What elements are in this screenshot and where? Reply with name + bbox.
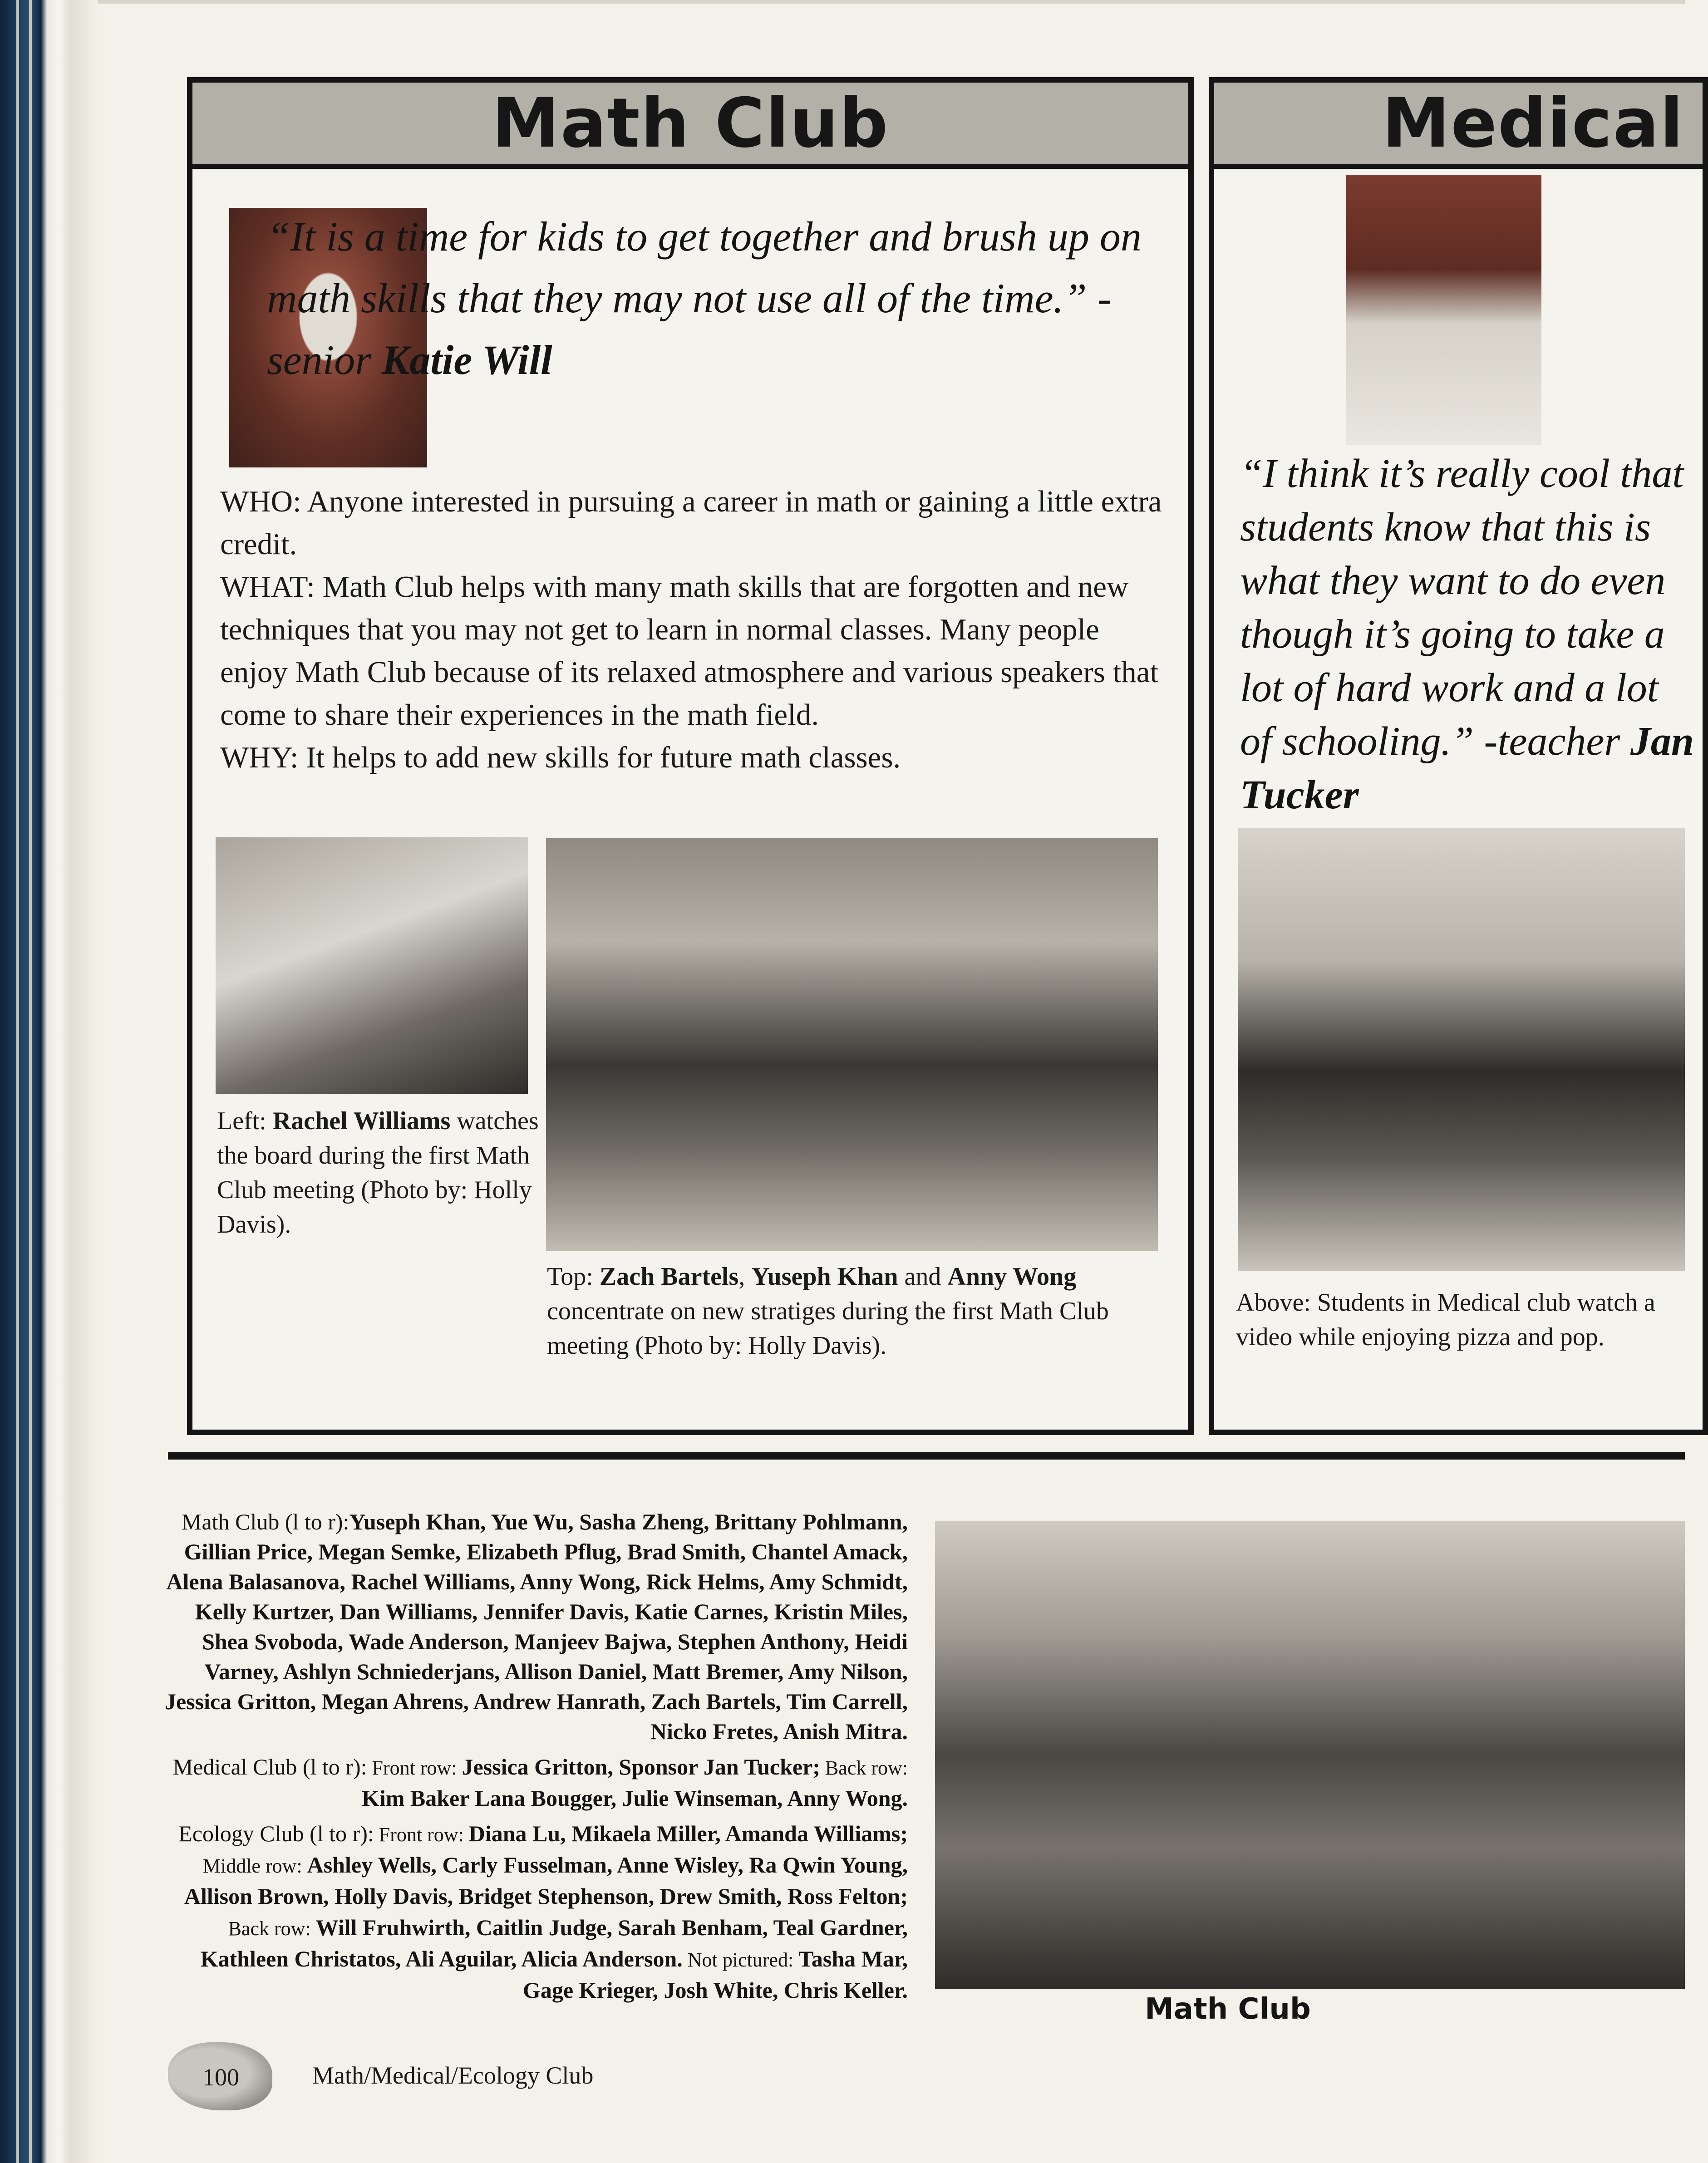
caption-top-separator: ,: [738, 1263, 752, 1291]
caption-top-text: concentrate on new stratiges during the first Math Club meeting (Photo by: Holly Davis).: [547, 1297, 1109, 1360]
club-roster: [150, 1507, 908, 2011]
rachel-williams-photo: [216, 837, 528, 1094]
roster-names: Ashley Wells, Carly Fusselman, Anne Wisley, Ra Qwin Young, Allison Brown, Holly Davis, Bridget Stephenson, Drew Smith, Ross Felton;: [184, 1852, 908, 1909]
page-number: 100: [202, 2064, 239, 2091]
section-label: Math/Medical/Ecology Club: [312, 2062, 594, 2089]
caption-left-text: watches the board during the first Math Club meeting (Photo by: Holly Davis).: [217, 1107, 539, 1239]
medical-club-video-photo: [1238, 828, 1685, 1271]
caption-top-prefix: Top:: [547, 1263, 600, 1291]
caption-top-name: Yuseph Khan: [751, 1263, 898, 1291]
page-number-badge: [168, 2042, 272, 2110]
caption-top: [547, 1259, 1182, 1363]
math-club-roster: [150, 1507, 908, 1746]
medical-club-roster: [150, 1752, 908, 1813]
medical-club-quote: [1240, 447, 1694, 822]
medical-club-quote-name: Jan Tucker: [1240, 719, 1694, 817]
page-top-edge: [98, 0, 1685, 4]
why-paragraph: WHY: It helps to add new skills for future math classes.: [220, 741, 901, 774]
roster-label: Math Club (l to r):: [182, 1509, 349, 1534]
roster-names: Kim Baker Lana Bougger, Julie Winseman, Anny Wong.: [361, 1785, 908, 1811]
medical-club-header: [1214, 83, 1703, 169]
math-club-description: [220, 480, 1173, 779]
caption-left-prefix: Left:: [217, 1107, 273, 1135]
math-club-header: [192, 83, 1188, 169]
binding-stripe: [29, 0, 32, 2163]
caption-top-name: Anny Wong: [947, 1263, 1077, 1291]
math-club-quote-text: “It is a time for kids to get together and brush up on math skills that they may not use all of the time.” -senior: [267, 213, 1142, 383]
row-label: Front row:: [374, 1824, 469, 1846]
what-paragraph: WHAT: Math Club helps with many math skills that are forgotten and new techniques that you may not get to learn in normal classes. Many people enjoy Math Club because of its relaxed atmosphere and various speakers that come to share their experiences in the math field.: [220, 570, 1159, 732]
caption-left: [217, 1104, 544, 1242]
jan-tucker-portrait: [1346, 175, 1541, 445]
caption-left-name: Rachel Williams: [272, 1107, 451, 1135]
roster-names: Tasha Mar, Gage Krieger, Josh White, Chris Keller.: [522, 1946, 908, 2003]
row-label: Back row:: [820, 1757, 908, 1779]
medical-club-title: Medical: [1382, 84, 1684, 163]
roster-names: Will Fruhwirth, Caitlin Judge, Sarah Benham, Teal Gardner, Kathleen Christatos, Ali Aguilar, Alicia Anderson.: [200, 1915, 908, 1971]
row-label: Middle row:: [202, 1855, 307, 1877]
binding-stripe: [16, 0, 19, 2163]
book-binding: [0, 0, 98, 2163]
students-concentrating-photo: [546, 838, 1158, 1251]
roster-names: Diana Lu, Mikaela Miller, Amanda Williams;: [468, 1821, 908, 1846]
math-club-quote-name: Katie Will: [382, 337, 552, 383]
who-paragraph: WHO: Anyone interested in pursuing a career in math or gaining a little extra credit.: [220, 485, 1162, 561]
math-club-quote: [267, 206, 1175, 391]
medical-club-quote-text: “I think it’s really cool that students know that this is what they want to do even though it’s going to take a lot of hard work and a lot of schooling.” -teacher: [1240, 451, 1684, 764]
caption-top-separator: and: [898, 1263, 948, 1291]
roster-label: Ecology Club (l to r):: [178, 1821, 374, 1846]
ecology-club-roster: [150, 1819, 908, 2005]
row-label: Not pictured:: [682, 1949, 799, 1971]
roster-label: Medical Club (l to r):: [172, 1754, 367, 1780]
row-label: Front row:: [367, 1757, 462, 1779]
math-club-group-photo: [935, 1521, 1685, 1989]
roster-names: Jessica Gritton, Sponsor Jan Tucker;: [462, 1754, 820, 1780]
section-divider: [168, 1452, 1685, 1460]
group-photo-caption: Math Club: [1145, 1992, 1311, 2026]
math-club-title: Math Club: [492, 84, 889, 163]
row-label: Back row:: [228, 1917, 316, 1940]
caption-top-name: Zach Bartels: [599, 1263, 739, 1291]
roster-names: Yuseph Khan, Yue Wu, Sasha Zheng, Brittany Pohlmann, Gillian Price, Megan Semke, Elizabeth Pflug, Brad Smith, Chantel Amack, Alena Balasanova, Rachel Williams, Anny Wong, Rick Helms, Amy Schmidt, Kelly Kurtzer, Dan Williams, Jennifer Davis, Katie Carnes, Kristin Miles, Shea Svoboda, Wade Anderson, Manjeev Bajwa, Stephen Anthony, Heidi Varney, Ashlyn Schniederjans, Allison Daniel, Matt Bremer, Amy Nilson, Jessica Gritton, Megan Ahrens, Andrew Hanrath, Zach Bartels, Tim Carrell, Nicko Fretes, Anish Mitra.: [164, 1509, 908, 1744]
medical-club-caption: Above: Students in Medical club watch a video while enjoying pizza and pop.: [1236, 1288, 1655, 1351]
